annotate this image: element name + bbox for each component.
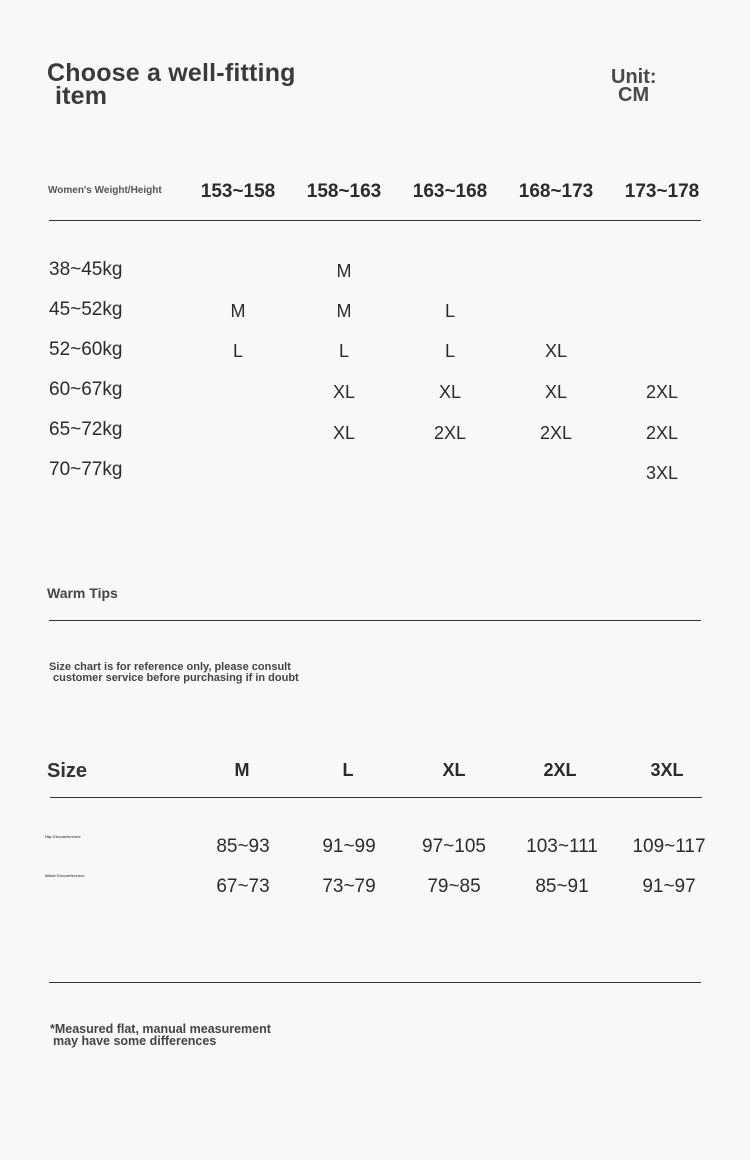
unit-label <box>611 68 657 104</box>
tips-line-1: Size chart is for reference only, please consult <box>49 661 291 673</box>
measurement-cell: 79~85 <box>427 876 481 897</box>
footnote-line-2: may have some differences <box>53 1033 217 1048</box>
size-col-3xl: 3XL <box>650 760 684 780</box>
weight-row-label: 70~77kg <box>49 459 123 480</box>
weight-row-label: 45~52kg <box>49 299 123 320</box>
warm-tips-heading: Warm Tips <box>47 585 118 601</box>
size-table-divider <box>50 797 702 798</box>
page-title <box>47 59 296 110</box>
footnote-line-1: *Measured flat, manual measurement <box>50 1022 271 1036</box>
weight-row-label: 60~67kg <box>49 379 123 400</box>
height-col-1: 153~158 <box>200 181 276 202</box>
fit-cell: XL <box>332 423 356 443</box>
footer-divider <box>49 982 701 983</box>
fit-cell: XL <box>332 382 356 402</box>
measurement-cell: 91~99 <box>322 836 376 857</box>
footnote <box>50 1024 271 1047</box>
measurement-cell: 109~117 <box>632 836 706 857</box>
height-col-5: 173~178 <box>624 181 700 202</box>
height-col-2: 158~163 <box>306 181 382 202</box>
unit-line-2: CM <box>618 84 650 106</box>
weight-row-label: 52~60kg <box>49 339 123 360</box>
hip-label: Hip Circumference <box>45 834 81 839</box>
fit-cell: XL <box>438 382 462 402</box>
fit-cell: 2XL <box>645 382 679 402</box>
fit-cell: XL <box>544 341 568 361</box>
height-col-4: 168~173 <box>518 181 594 202</box>
measurement-cell: 67~73 <box>216 876 270 897</box>
fit-cell: M <box>336 301 352 321</box>
fit-table-divider <box>49 220 701 221</box>
measurement-cell: 85~91 <box>535 876 589 897</box>
height-col-3: 163~168 <box>412 181 488 202</box>
fit-cell: 2XL <box>645 423 679 443</box>
fit-cell: L <box>444 301 455 321</box>
size-col-xl: XL <box>442 760 466 780</box>
size-col-m: M <box>234 760 250 780</box>
measurement-cell: 73~79 <box>322 876 376 897</box>
weight-height-label: Women's Weight/Height <box>48 185 162 196</box>
fit-cell: 2XL <box>539 423 573 443</box>
fit-cell: M <box>230 301 246 321</box>
tips-divider <box>49 620 701 621</box>
fit-cell: L <box>232 341 243 361</box>
measurement-cell: 91~97 <box>642 876 696 897</box>
size-header: Size <box>47 760 88 782</box>
fit-cell: 3XL <box>645 463 679 483</box>
fit-cell: 2XL <box>433 423 467 443</box>
measurement-cell: 85~93 <box>216 836 270 857</box>
waist-label: Waist Circumference <box>45 873 85 878</box>
title-line-2: item <box>55 82 108 110</box>
tips-line-2: customer service before purchasing if in doubt <box>53 672 299 684</box>
fit-cell: XL <box>544 382 568 402</box>
measurement-cell: 103~111 <box>526 836 598 857</box>
weight-row-label: 65~72kg <box>49 419 123 440</box>
fit-cell: L <box>444 341 455 361</box>
weight-row-label: 38~45kg <box>49 259 123 280</box>
title-line-1: Choose a well-fitting <box>47 59 296 87</box>
fit-cell: L <box>338 341 349 361</box>
fit-cell: M <box>336 261 352 281</box>
measurement-cell: 97~105 <box>422 836 486 857</box>
tips-text <box>49 662 299 684</box>
unit-line-1: Unit: <box>611 66 657 88</box>
size-col-l: L <box>342 760 354 780</box>
size-col-2xl: 2XL <box>543 760 577 780</box>
